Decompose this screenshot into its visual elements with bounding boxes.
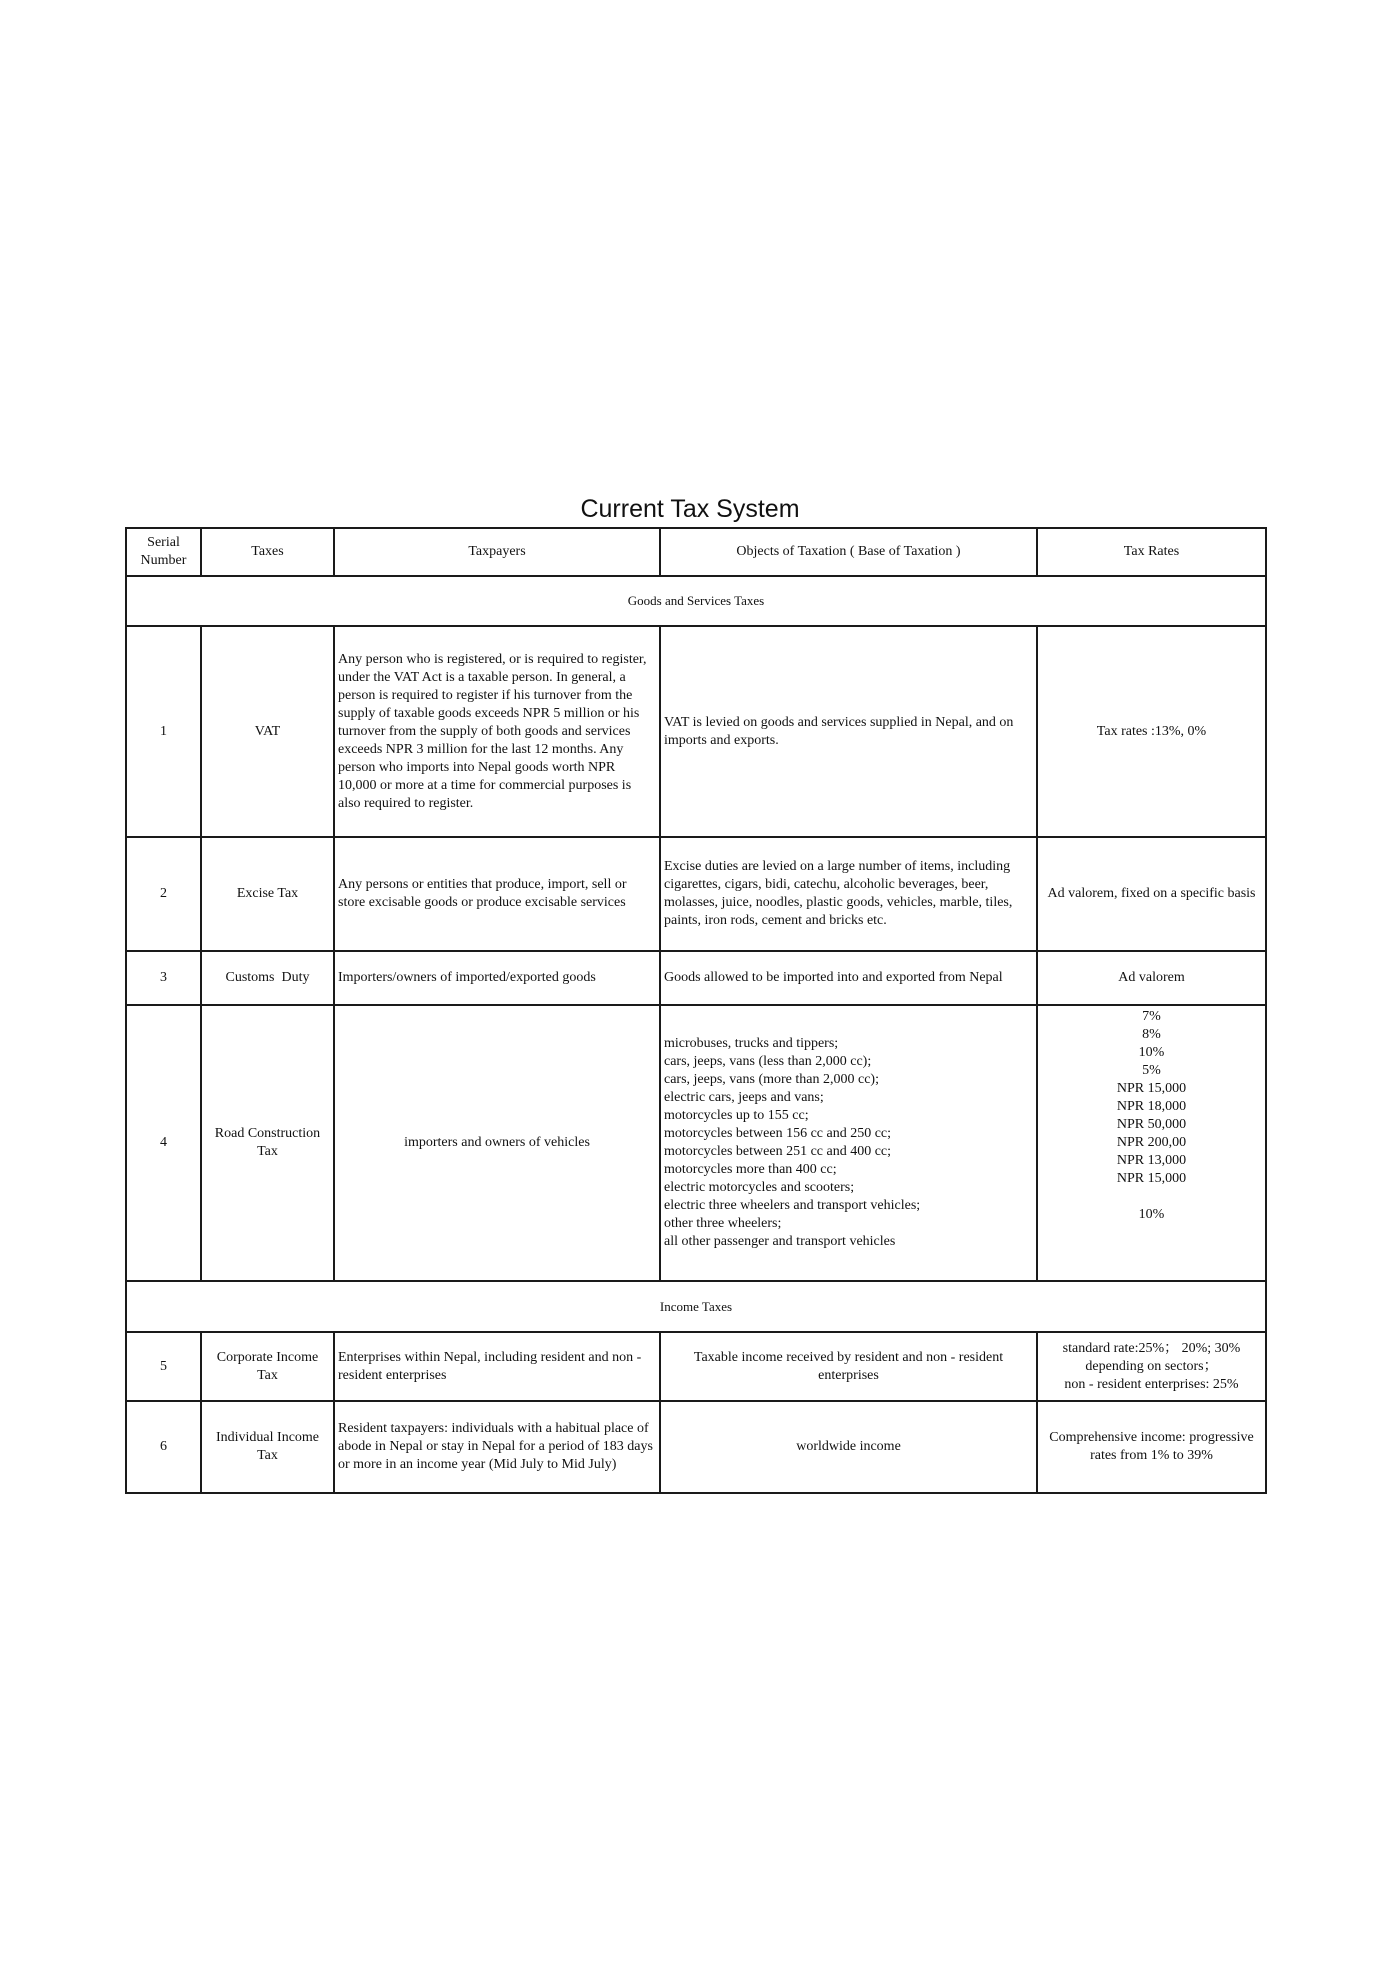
rate-value: NPR 50,000 xyxy=(1116,1117,1187,1132)
table-row xyxy=(126,626,1266,837)
objects-cell: Excise duties are levied on a large number of items, including cigarettes, cigars, bidi, catechu, alcoholic beverages, beer, molasses, juice, noodles, plastic goods, vehicles, marble, tiles, paints, iron rods, cement and bricks etc. xyxy=(660,837,1037,951)
objects-cell: Taxable income received by resident and non - resident enterprises xyxy=(660,1332,1037,1401)
table-row xyxy=(126,1332,1266,1401)
rate-value xyxy=(1041,1188,1262,1206)
rate-value: 7% xyxy=(1142,1009,1161,1024)
vehicle-category: motorcycles between 251 cc and 400 cc; xyxy=(664,1144,892,1159)
table-row xyxy=(126,837,1266,951)
rate-value: NPR 15,000 xyxy=(1116,1171,1187,1186)
rate-value: standard rate:25%； 20%; 30% xyxy=(1062,1340,1241,1356)
table-row xyxy=(126,1401,1266,1493)
taxpayers-cell: importers and owners of vehicles xyxy=(334,1005,660,1281)
vehicle-category: other three wheelers; xyxy=(664,1216,782,1231)
vehicle-category: cars, jeeps, vans (more than 2,000 cc); xyxy=(664,1072,879,1087)
vehicle-category: cars, jeeps, vans (less than 2,000 cc); xyxy=(664,1054,872,1069)
tax-name-cell: Customs Duty xyxy=(201,951,334,1005)
rates-cell xyxy=(1037,1005,1266,1281)
section-title-income: Income Taxes xyxy=(126,1281,1266,1332)
rate-value: 5% xyxy=(1142,1063,1161,1078)
vehicle-category: motorcycles between 156 cc and 250 cc; xyxy=(664,1126,892,1141)
rate-value: 10% xyxy=(1138,1045,1165,1060)
rate-value: non - resident enterprises: 25% xyxy=(1064,1376,1239,1392)
vehicle-category: electric cars, jeeps and vans; xyxy=(664,1090,824,1105)
header-taxpayers: Taxpayers xyxy=(334,528,660,576)
rates-cell: Comprehensive income: progressive rates from 1% to 39% xyxy=(1037,1401,1266,1493)
rates-cell xyxy=(1037,1332,1266,1401)
rate-value: NPR 13,000 xyxy=(1116,1153,1187,1168)
tax-name-cell: Corporate Income Tax xyxy=(201,1332,334,1401)
page-title: Current Tax System xyxy=(580,495,800,523)
vehicle-category: electric motorcycles and scooters; xyxy=(664,1180,855,1195)
table-row xyxy=(126,951,1266,1005)
tax-name-cell: Road Construction Tax xyxy=(201,1005,334,1281)
rates-cell: Tax rates :13%, 0% xyxy=(1037,626,1266,837)
rates-cell: Ad valorem, fixed on a specific basis xyxy=(1037,837,1266,951)
serial-cell: 5 xyxy=(126,1332,201,1401)
taxpayers-cell: Resident taxpayers: individuals with a habitual place of abode in Nepal or stay in Nepal for a period of 183 days or more in an income year (Mid July to Mid July) xyxy=(334,1401,660,1493)
taxpayers-cell: Any person who is registered, or is required to register, under the VAT Act is a taxable person. In general, a person is required to register if his turnover from the supply of taxable goods exceeds NPR 5 million or his turnover from the supply of both goods and services exceeds NPR 3 million for the last 12 months. Any person who imports into Nepal goods worth NPR 10,000 or more at a time for commercial purposes is also required to register. xyxy=(334,626,660,837)
rate-value: 8% xyxy=(1142,1027,1161,1042)
serial-cell: 4 xyxy=(126,1005,201,1281)
vehicle-category: all other passenger and transport vehicles xyxy=(664,1234,896,1249)
objects-cell: VAT is levied on goods and services supplied in Nepal, and on imports and exports. xyxy=(660,626,1037,837)
rate-value: 10% xyxy=(1138,1207,1165,1222)
rate-value: depending on sectors； xyxy=(1085,1358,1218,1374)
rate-value: NPR 18,000 xyxy=(1116,1099,1187,1114)
header-taxes: Taxes xyxy=(201,528,334,576)
objects-cell xyxy=(660,1005,1037,1281)
vehicle-category: electric three wheelers and transport vehicles; xyxy=(664,1198,921,1213)
taxpayers-cell: Any persons or entities that produce, import, sell or store excisable goods or produce excisable services xyxy=(334,837,660,951)
serial-cell: 1 xyxy=(126,626,201,837)
header-objects: Objects of Taxation ( Base of Taxation ) xyxy=(660,528,1037,576)
tax-table xyxy=(125,527,1267,1494)
section-title-goods: Goods and Services Taxes xyxy=(126,576,1266,626)
table-row xyxy=(126,1005,1266,1281)
rate-value: NPR 15,000 xyxy=(1116,1081,1187,1096)
rates-cell: Ad valorem xyxy=(1037,951,1266,1005)
header-serial: Serial Number xyxy=(126,528,201,576)
objects-cell: Goods allowed to be imported into and exported from Nepal xyxy=(660,951,1037,1005)
section-row-income xyxy=(126,1281,1266,1332)
vehicle-category: motorcycles more than 400 cc; xyxy=(664,1162,837,1177)
tax-name-cell: Individual Income Tax xyxy=(201,1401,334,1493)
tax-name-cell: VAT xyxy=(201,626,334,837)
rate-value: NPR 200,00 xyxy=(1116,1135,1187,1150)
serial-cell: 6 xyxy=(126,1401,201,1493)
objects-cell: worldwide income xyxy=(660,1401,1037,1493)
taxpayers-cell: Enterprises within Nepal, including resident and non - resident enterprises xyxy=(334,1332,660,1401)
section-row-goods xyxy=(126,576,1266,626)
vehicle-category: motorcycles up to 155 cc; xyxy=(664,1108,809,1123)
serial-cell: 2 xyxy=(126,837,201,951)
serial-cell: 3 xyxy=(126,951,201,1005)
header-rates: Tax Rates xyxy=(1037,528,1266,576)
tax-name-cell: Excise Tax xyxy=(201,837,334,951)
taxpayers-cell: Importers/owners of imported/exported goods xyxy=(334,951,660,1005)
header-row xyxy=(126,528,1266,576)
vehicle-category: microbuses, trucks and tippers; xyxy=(664,1036,839,1051)
